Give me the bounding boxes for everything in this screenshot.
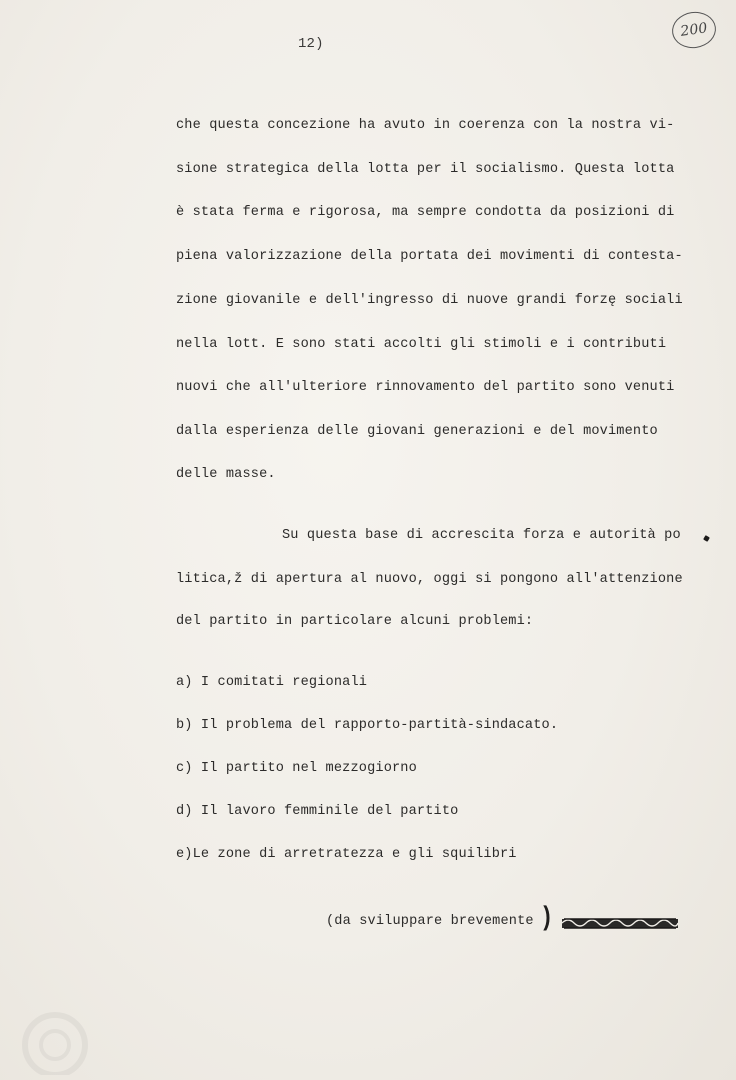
paragraph2-line: Su questa base di accrescita forza e autorità po	[282, 528, 681, 543]
problem-list-item: a) I comitati regionali	[176, 675, 368, 690]
paragraph1-line: nella lott. E sono stati accolti gli stimoli e i contributi	[176, 337, 667, 352]
problem-list-item: e)Le zone di arretratezza e gli squilibri	[176, 847, 517, 862]
paragraph1-line: zione giovanile e dell'ingresso di nuove grandi forzę sociali	[176, 293, 683, 308]
ink-blot	[703, 535, 710, 542]
paragraph1-line: delle masse.	[176, 467, 276, 482]
closing-note: (da sviluppare brevemente	[326, 914, 534, 929]
archive-stamp	[670, 9, 719, 51]
problem-list-item: c) Il partito nel mezzogiorno	[176, 761, 417, 776]
archive-watermark	[0, 985, 100, 1075]
closing-parenthesis: )	[540, 903, 554, 934]
paragraph1-line: che questa concezione ha avuto in coerenza con la nostra vi-	[176, 118, 675, 133]
paragraph1-line: piena valorizzazione della portata dei movimenti di contesta-	[176, 249, 683, 264]
page-number: 12)	[298, 36, 324, 52]
problem-list-item: d) Il lavoro femminile del partito	[176, 804, 459, 819]
paragraph2-line: litica,ž di apertura al nuovo, oggi si pongono all'attenzione	[176, 572, 683, 587]
paragraph1-line: sione strategica della lotta per il socialismo. Questa lotta	[176, 162, 675, 177]
archive-stamp-number: 200	[679, 20, 709, 40]
paragraph2-line: del partito in particolare alcuni problemi:	[176, 614, 534, 629]
paragraph1-line: dalla esperienza delle giovani generazioni e del movimento	[176, 424, 658, 439]
paragraph1-line: nuovi che all'ulteriore rinnovamento del partito sono venuti	[176, 380, 675, 395]
struck-out-text	[562, 914, 680, 932]
paragraph1-line: è stata ferma e rigorosa, ma sempre condotta da posizioni di	[176, 205, 675, 220]
problem-list-item: b) Il problema del rapporto-partità-sindacato.	[176, 718, 559, 733]
